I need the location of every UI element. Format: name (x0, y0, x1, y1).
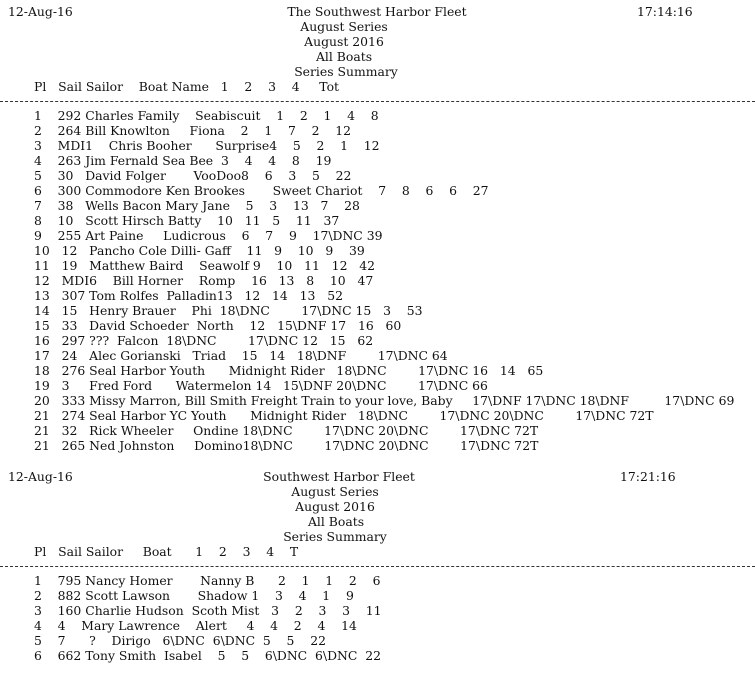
report2-row: 6 662 Tony Smith Isabel 5 5 6\DNC 6\DNC 22 (34, 648, 381, 663)
report1-row: 18 276 Seal Harbor Youth Midnight Rider 18\DNC 17\DNC 16 14 65 (34, 363, 544, 378)
report1-row: 4 263 Jim Fernald Sea Bee 3 4 4 8 19 (34, 153, 332, 168)
report1-row: 10 12 Pancho Cole Dilli- Gaff 11 9 10 9 39 (34, 243, 365, 258)
report1-row: 15 33 David Schoeder North 12 15\DNF 17 16 60 (34, 318, 402, 333)
report2-column-header: Pl Sail Sailor Boat 1 2 3 4 T (34, 544, 299, 559)
report1-summary: Series Summary (294, 64, 398, 79)
report1-row: 11 19 Matthew Baird Seawolf 9 10 11 12 42 (34, 258, 376, 273)
report2-row: 4 4 Mary Lawrence Alert 4 4 2 4 14 (34, 618, 357, 633)
report1-date: 12-Aug-16 (8, 4, 73, 19)
report2-boats: All Boats (307, 514, 365, 529)
report2-time: 17:21:16 (620, 469, 676, 484)
report2-row: 3 160 Charlie Hudson Scoth Mist 3 2 3 3 11 (34, 603, 382, 618)
report1-row: 2 264 Bill Knowlton Fiona 2 1 7 2 12 (34, 123, 351, 138)
report1-row: 16 297 ??? Falcon 18\DNC 17\DNC 12 15 62 (34, 333, 374, 348)
report1-row: 17 24 Alec Gorianski Triad 15 14 18\DNF 17\DNC 64 (34, 348, 448, 363)
report1-row: 21 265 Ned Johnston Domino18\DNC 17\DNC 20\DNC 17\DNC 72T (34, 438, 539, 453)
report1-row: 21 32 Rick Wheeler Ondine 18\DNC 17\DNC 20\DNC 17\DNC 72T (34, 423, 539, 438)
report1-row: 13 307 Tom Rolfes Palladin13 12 14 13 52 (34, 288, 343, 303)
report1-row: 7 38 Wells Bacon Mary Jane 5 3 13 7 28 (34, 198, 360, 213)
report1-title: The Southwest Harbor Fleet (287, 4, 467, 19)
report2-date: 12-Aug-16 (8, 469, 73, 484)
report2-divider (0, 566, 755, 567)
report2-summary: Series Summary (283, 529, 387, 544)
report2-row: 2 882 Scott Lawson Shadow 1 3 4 1 9 (34, 588, 354, 603)
report1-row: 14 15 Henry Brauer Phi 18\DNC 17\DNC 15 3 53 (34, 303, 423, 318)
report1-row: 19 3 Fred Ford Watermelon 14 15\DNF 20\DNC 17\DNC 66 (34, 378, 488, 393)
report1-row: 5 30 David Folger VooDoo8 6 3 5 22 (34, 168, 352, 183)
report2-row: 5 7 ? Dirigo 6\DNC 6\DNC 5 5 22 (34, 633, 326, 648)
report2-row: 1 795 Nancy Homer Nanny B 2 1 1 2 6 (34, 573, 381, 588)
report1-row: 8 10 Scott Hirsch Batty 10 11 5 11 37 (34, 213, 340, 228)
report1-row: 9 255 Art Paine Ludicrous 6 7 9 17\DNC 39 (34, 228, 383, 243)
report1-row: 3 MDI1 Chris Booher Surprise4 5 2 1 12 (34, 138, 380, 153)
report1-row: 1 292 Charles Family Seabiscuit 1 2 1 4 8 (34, 108, 379, 123)
report1-row: 6 300 Commodore Ken Brookes Sweet Chariot 7 8 6 6 27 (34, 183, 489, 198)
report2-series: August Series (291, 484, 379, 499)
report1-row: 12 MDI6 Bill Horner Romp 16 13 8 10 47 (34, 273, 374, 288)
report1-row: 21 274 Seal Harbor YC Youth Midnight Rider 18\DNC 17\DNC 20\DNC 17\DNC 72T (34, 408, 654, 423)
report2-title: Southwest Harbor Fleet (263, 469, 415, 484)
report1-divider (0, 101, 755, 102)
report1-column-header: Pl Sail Sailor Boat Name 1 2 3 4 Tot (34, 79, 340, 94)
report2-month: August 2016 (295, 499, 375, 514)
report1-boats: All Boats (315, 49, 373, 64)
report1-month: August 2016 (304, 34, 384, 49)
report1-row: 20 333 Missy Marron, Bill Smith Freight Train to your love, Baby 17\DNF 17\DNC 18\DNF 17\DNC 69 (34, 393, 735, 408)
report1-time: 17:14:16 (637, 4, 693, 19)
report1-series: August Series (300, 19, 388, 34)
